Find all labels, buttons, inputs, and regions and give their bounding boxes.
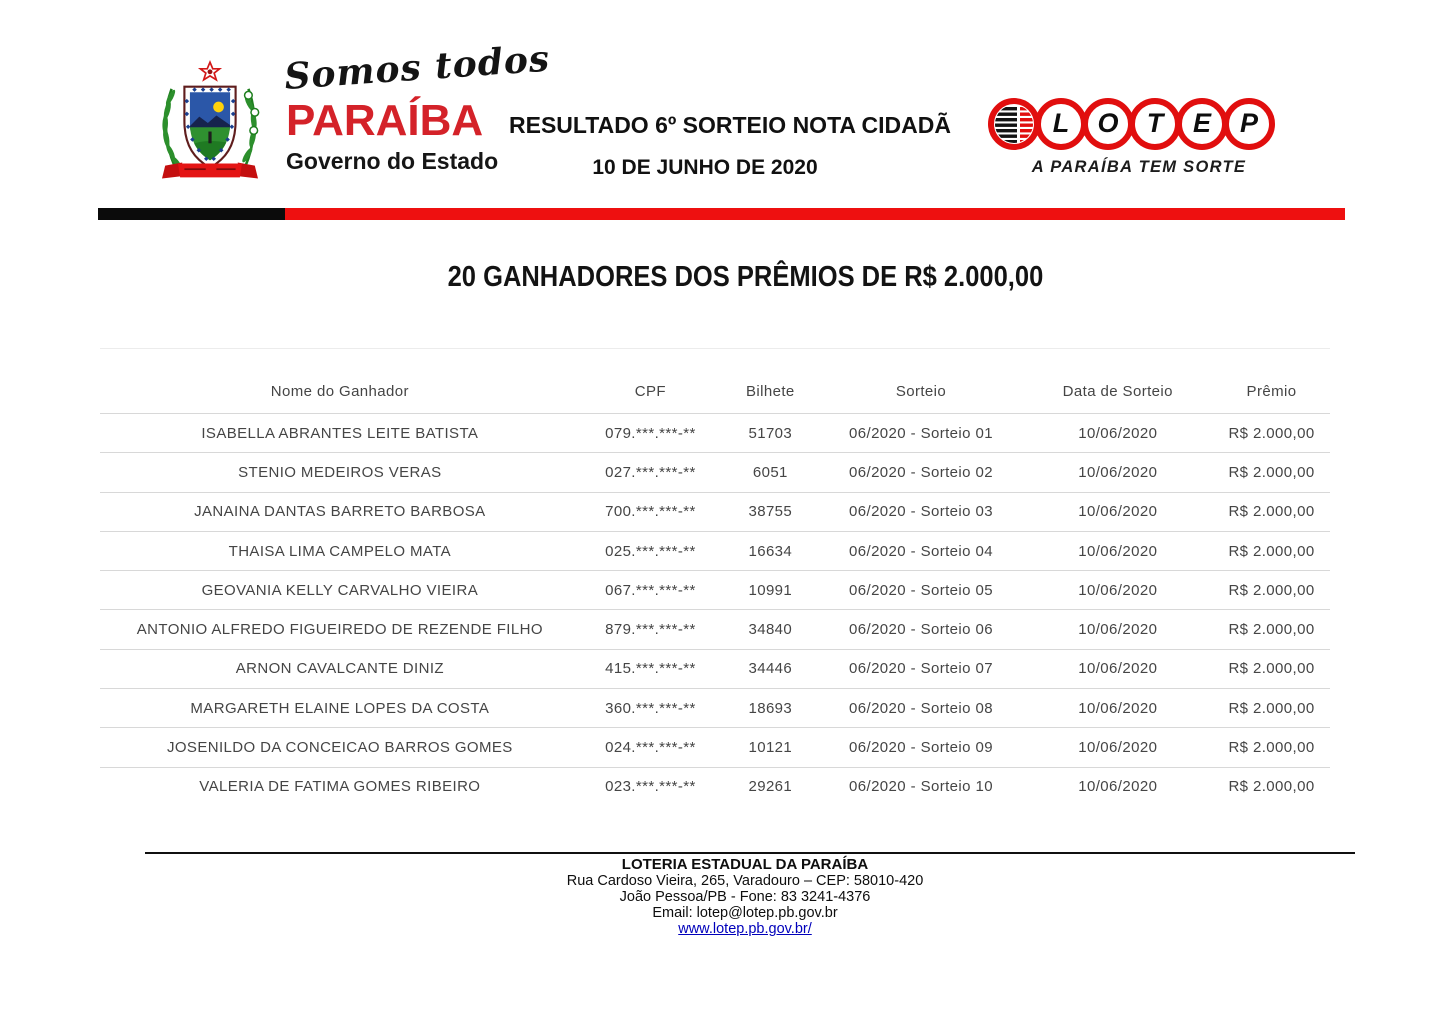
- cell-ticket: 10121: [748, 739, 793, 757]
- lotep-ball-circle: [988, 98, 1040, 150]
- cell-ticket: 10991: [748, 581, 793, 599]
- winners-table-body: [100, 414, 1330, 806]
- column-header-ticket: Bilhete: [745, 383, 795, 400]
- lotep-letter: T: [1146, 107, 1164, 138]
- table-row: [100, 414, 1330, 453]
- column-header-prize: Prêmio: [1246, 383, 1297, 400]
- cell-draw: 06/2020 - Sorteio 01: [849, 424, 993, 442]
- cell-winner-name: JOSENILDO DA CONCEICAO BARROS GOMES: [166, 739, 513, 757]
- cell-cpf: 023.***.***-**: [605, 778, 696, 796]
- footer-address: Rua Cardoso Vieira, 265, Varadouro – CEP: 58010-420: [566, 873, 924, 889]
- footer-rule: [145, 852, 1355, 854]
- divider-bar: [98, 208, 1345, 220]
- lotep-slogan: A PARAÍBA TEM SORTE: [1031, 158, 1247, 176]
- cell-cpf: 027.***.***-**: [605, 463, 696, 481]
- title-line1: RESULTADO 6º SORTEIO NOTA CIDADÃ: [509, 112, 951, 138]
- cell-draw: 06/2020 - Sorteio 07: [849, 660, 993, 678]
- winners-table: [100, 348, 1330, 806]
- cell-draw-date: 10/06/2020: [1078, 542, 1158, 560]
- cell-draw: 06/2020 - Sorteio 10: [849, 778, 993, 796]
- cell-draw-date: 10/06/2020: [1078, 424, 1158, 442]
- cell-ticket: 38755: [748, 503, 793, 521]
- footer-website-link[interactable]: www.lotep.pb.gov.br/: [678, 921, 812, 937]
- cell-prize: R$ 2.000,00: [1228, 621, 1315, 639]
- cell-draw-date: 10/06/2020: [1078, 503, 1158, 521]
- cell-winner-name: ISABELLA ABRANTES LEITE BATISTA: [201, 424, 479, 442]
- column-header-draw: Sorteio: [895, 383, 947, 400]
- table-header-row: [100, 348, 1330, 414]
- lotep-logo: [988, 98, 1290, 177]
- lotep-letter-circle: [1129, 98, 1181, 150]
- right-branch: [241, 89, 259, 167]
- footer-city-phone: João Pessoa/PB - Fone: 83 3241-4376: [619, 889, 871, 905]
- footer: [95, 857, 1395, 937]
- cell-winner-name: GEOVANIA KELLY CARVALHO VIEIRA: [201, 581, 479, 599]
- column-header-cpf: CPF: [634, 383, 666, 400]
- gov-subtitle: Governo do Estado: [286, 148, 499, 174]
- cell-draw: 06/2020 - Sorteio 05: [849, 581, 993, 599]
- cell-ticket: 34446: [748, 660, 793, 678]
- cell-cpf: 360.***.***-**: [605, 699, 696, 717]
- cell-prize: R$ 2.000,00: [1228, 503, 1315, 521]
- column-header-winner-name: Nome do Ganhador: [270, 383, 409, 400]
- column-header-draw-date: Data de Sorteio: [1062, 383, 1173, 400]
- cell-winner-name: VALERIA DE FATIMA GOMES RIBEIRO: [199, 778, 481, 796]
- cell-winner-name: THAISA LIMA CAMPELO MATA: [228, 542, 452, 560]
- table-row: [100, 453, 1330, 492]
- footer-email: Email: lotep@lotep.pb.gov.br: [652, 905, 838, 921]
- divider-bar-red: [285, 208, 1345, 220]
- cell-ticket: 29261: [748, 778, 793, 796]
- cell-ticket: 16634: [748, 542, 793, 560]
- cell-winner-name: MARGARETH ELAINE LOPES DA COSTA: [190, 699, 490, 717]
- cell-draw: 06/2020 - Sorteio 03: [849, 503, 993, 521]
- cell-draw: 06/2020 - Sorteio 08: [849, 699, 993, 717]
- cell-winner-name: ARNON CAVALCANTE DINIZ: [235, 660, 444, 678]
- cell-cpf: 079.***.***-**: [605, 424, 696, 442]
- paraiba-coat-of-arms: [146, 58, 274, 188]
- cell-prize: R$ 2.000,00: [1228, 463, 1315, 481]
- cell-draw-date: 10/06/2020: [1078, 463, 1158, 481]
- cell-cpf: 879.***.***-**: [605, 621, 696, 639]
- cell-ticket: 18693: [748, 699, 793, 717]
- cell-draw: 06/2020 - Sorteio 02: [849, 463, 993, 481]
- cell-ticket: 51703: [748, 424, 793, 442]
- cell-prize: R$ 2.000,00: [1228, 581, 1315, 599]
- cell-cpf: 415.***.***-**: [605, 660, 696, 678]
- cell-draw-date: 10/06/2020: [1078, 699, 1158, 717]
- cell-prize: R$ 2.000,00: [1228, 424, 1315, 442]
- cell-ticket: 6051: [752, 463, 788, 481]
- lotep-letters: [988, 98, 1290, 150]
- cell-winner-name: JANAINA DANTAS BARRETO BARBOSA: [194, 503, 486, 521]
- title-line2: 10 DE JUNHO DE 2020: [592, 156, 818, 179]
- cell-draw-date: 10/06/2020: [1078, 739, 1158, 757]
- cell-prize: R$ 2.000,00: [1228, 699, 1315, 717]
- divider-bar-black: [98, 208, 285, 220]
- table-row: [100, 493, 1330, 532]
- cell-prize: R$ 2.000,00: [1228, 739, 1315, 757]
- lotep-letter: P: [1239, 107, 1258, 138]
- cell-draw-date: 10/06/2020: [1078, 778, 1158, 796]
- star-icon: [200, 62, 219, 80]
- lotep-letter-circle: [1035, 98, 1087, 150]
- table-row: [100, 650, 1330, 689]
- winners-heading: 20 GANHADORES DOS PRÊMIOS DE R$ 2.000,00: [447, 261, 1043, 293]
- striped-ball-icon: [994, 104, 1034, 144]
- lotep-letter-circle: [1176, 98, 1228, 150]
- table-row: [100, 728, 1330, 767]
- cell-cpf: 025.***.***-**: [605, 542, 696, 560]
- lotep-letter: E: [1192, 107, 1211, 138]
- table-row: [100, 532, 1330, 571]
- cell-ticket: 34840: [748, 621, 793, 639]
- cell-draw-date: 10/06/2020: [1078, 660, 1158, 678]
- cell-draw: 06/2020 - Sorteio 06: [849, 621, 993, 639]
- table-row: [100, 571, 1330, 610]
- cell-draw-date: 10/06/2020: [1078, 621, 1158, 639]
- cell-winner-name: ANTONIO ALFREDO FIGUEIREDO DE REZENDE FILHO: [136, 621, 543, 639]
- gov-script-text: Somos todos: [283, 37, 552, 98]
- table-row: [100, 768, 1330, 806]
- lotep-letter-circle: [1082, 98, 1134, 150]
- footer-org-name: LOTERIA ESTADUAL DA PARAÍBA: [621, 856, 869, 873]
- document-title: [460, 112, 1000, 180]
- cell-cpf: 024.***.***-**: [605, 739, 696, 757]
- cell-prize: R$ 2.000,00: [1228, 660, 1315, 678]
- cell-draw: 06/2020 - Sorteio 04: [849, 542, 993, 560]
- cell-cpf: 700.***.***-**: [605, 503, 696, 521]
- left-branch: [162, 89, 183, 169]
- lotep-letter: L: [1052, 107, 1070, 138]
- cell-draw-date: 10/06/2020: [1078, 581, 1158, 599]
- cell-prize: R$ 2.000,00: [1228, 778, 1315, 796]
- lotep-letter-circle: [1223, 98, 1275, 150]
- cell-cpf: 067.***.***-**: [605, 581, 696, 599]
- ribbon: [162, 162, 258, 178]
- cell-prize: R$ 2.000,00: [1228, 542, 1315, 560]
- cell-winner-name: STENIO MEDEIROS VERAS: [238, 463, 442, 481]
- cell-draw: 06/2020 - Sorteio 09: [849, 739, 993, 757]
- lotep-letter: O: [1097, 107, 1119, 138]
- gov-state-name: PARAÍBA: [286, 96, 484, 145]
- table-row: [100, 610, 1330, 649]
- table-row: [100, 689, 1330, 728]
